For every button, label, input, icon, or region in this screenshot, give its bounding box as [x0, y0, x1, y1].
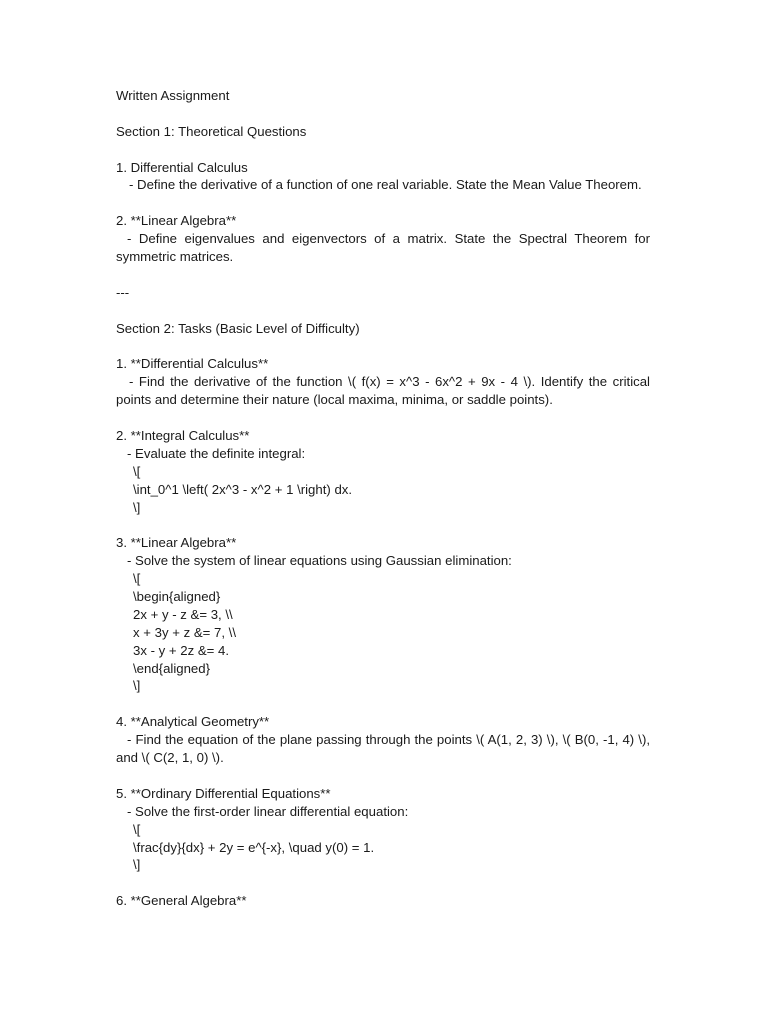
task2-math-line: \] — [133, 499, 141, 515]
spacer — [116, 141, 650, 159]
section1-q2-title: 2. **Linear Algebra** — [116, 213, 237, 229]
task1-title: 1. **Differential Calculus** — [116, 356, 269, 372]
spacer — [116, 516, 650, 534]
task3-body: - Solve the system of linear equations using Gaussian elimination: — [127, 553, 512, 569]
task3-math-line: x + 3y + z &= 7, \\ — [133, 624, 236, 640]
task1-body: - Find the derivative of the function \( f(x) = x^3 - 6x^2 + 9x - 4 \). Identify the critical points and determine their nature (local maxima, minima, or saddle points). — [116, 374, 650, 408]
task3-math-line: \begin{aligned} — [133, 589, 221, 605]
section1-q1-body: - Define the derivative of a function of one real variable. State the Mean Value Theorem. — [129, 177, 642, 193]
task2-body: - Evaluate the definite integral: — [127, 445, 306, 461]
spacer — [116, 695, 650, 713]
spacer — [116, 409, 650, 427]
task2-title: 2. **Integral Calculus** — [116, 428, 250, 443]
spacer — [116, 105, 650, 123]
task5-title: 5. **Ordinary Differential Equations** — [116, 785, 331, 801]
document-title: Written Assignment — [116, 88, 230, 103]
document-page — [116, 87, 650, 910]
task5-math-line: \] — [133, 857, 141, 873]
task3-math-line: 2x + y - z &= 3, \\ — [133, 606, 233, 622]
task3-math-line: \end{aligned} — [133, 660, 211, 676]
section1-q2-body: - Define eigenvalues and eigenvectors of a matrix. State the Spectral Theorem for symmetric matrices. — [116, 231, 650, 265]
spacer — [116, 338, 650, 356]
task4-title: 4. **Analytical Geometry** — [116, 714, 270, 730]
task2-math-line: \int_0^1 \left( 2x^3 - x^2 + 1 \right) dx. — [133, 481, 353, 497]
task3-math-line: \] — [133, 678, 141, 694]
task4-body: - Find the equation of the plane passing through the points \( A(1, 2, 3) \), \( B(0, -1, 4) \), and \( C(2, 1, 0) \). — [116, 732, 650, 766]
spacer — [116, 302, 650, 320]
section1-heading: Section 1: Theoretical Questions — [116, 123, 307, 139]
task5-math-line: \frac{dy}{dx} + 2y = e^{-x}, \quad y(0) = 1. — [133, 839, 375, 855]
spacer — [116, 266, 650, 284]
spacer — [116, 767, 650, 785]
task3-math-line: \[ — [133, 571, 141, 587]
task3-title: 3. **Linear Algebra** — [116, 535, 237, 551]
task3-math-line: 3x - y + 2z &= 4. — [133, 642, 230, 658]
task6-title: 6. **General Algebra** — [116, 893, 247, 909]
section2-heading: Section 2: Tasks (Basic Level of Difficulty) — [116, 320, 360, 336]
spacer — [116, 194, 650, 212]
separator: --- — [116, 284, 130, 300]
task5-body: - Solve the first-order linear differential equation: — [127, 803, 409, 819]
section1-q1-title: 1. Differential Calculus — [116, 159, 248, 175]
task5-math-line: \[ — [133, 821, 141, 837]
spacer — [116, 874, 650, 892]
task2-math-line: \[ — [133, 463, 141, 479]
